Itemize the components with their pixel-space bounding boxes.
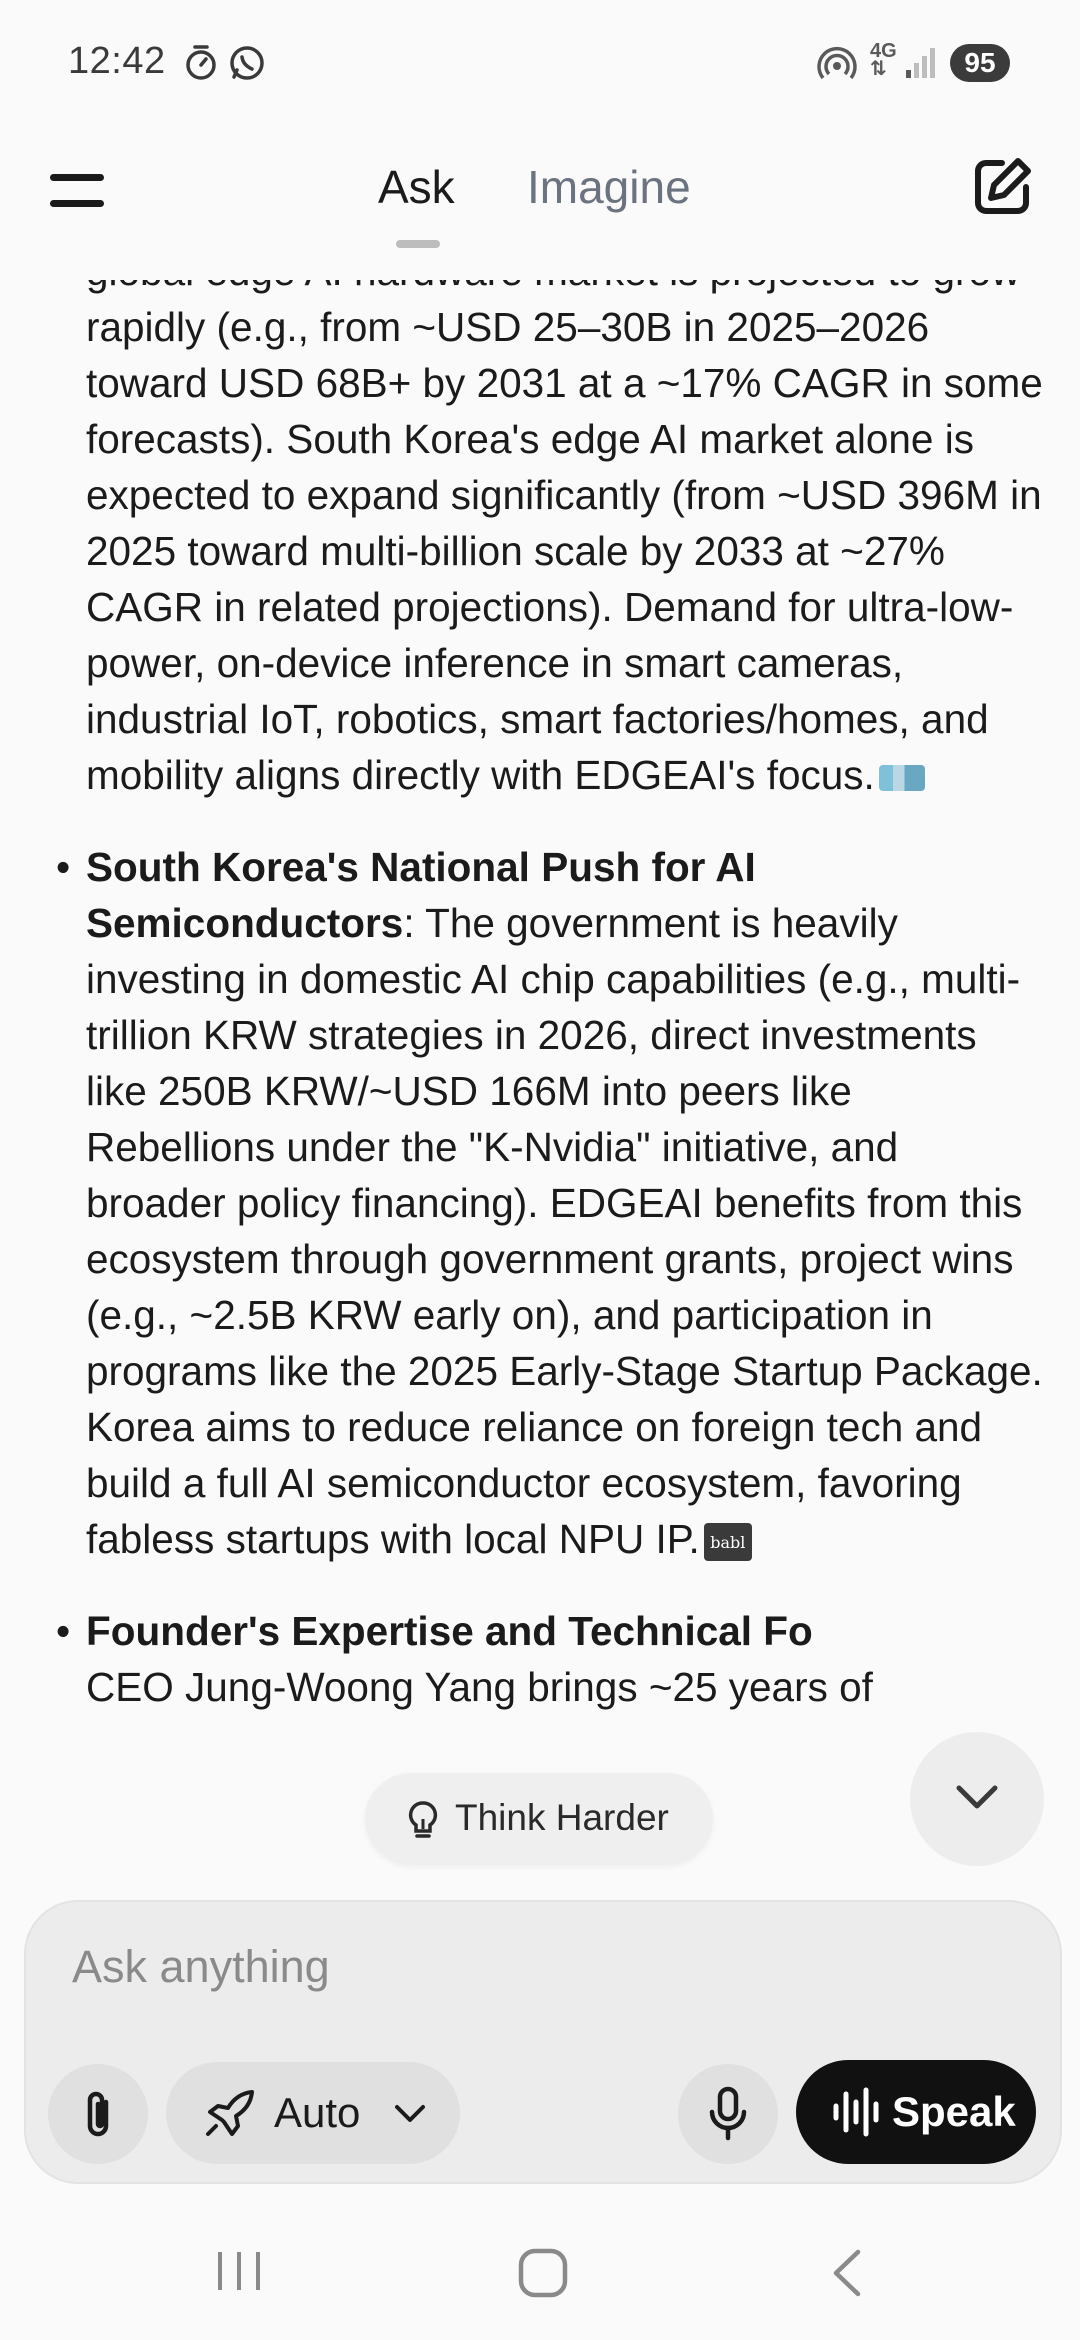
system-navigation-bar [0,2200,1080,2340]
4g-icon: 4G ⇅ [870,40,897,80]
home-icon[interactable] [518,2248,568,2298]
source-citation-icon[interactable] [879,765,925,791]
whatsapp-icon [228,44,266,82]
lightbulb-icon [405,1799,441,1841]
chat-response [0,275,1080,1895]
bullet-text: CEO Jung-Woong Yang brings ~25 years of [86,1664,873,1710]
bullet-text: : The government is heavily investing in domestic AI chip capabilities (e.g., multi-trillion KRW strategies in 2026, direct investments like 250B KRW/~USD 166M into peers like Rebellions under the "K-Nvidia" initiative, and broader policy financing). EDGEAI benefits from this ecosystem through government grants, project wins (e.g., ~2.5B KRW early on), and participation in programs like the 2025 Early-Stage Startup Package. Korea aims to reduce reliance on foreign tech and build a full AI semiconductor ecosystem, favoring fabless startups with local NPU IP. [86,900,1043,1562]
edit-icon[interactable] [970,155,1034,219]
bullet-title: Founder's Expertise and Technical Fo [86,1608,813,1654]
status-bar [0,0,1080,130]
paperclip-icon [80,2088,116,2140]
waveform-icon [832,2088,882,2136]
attach-button[interactable] [48,2064,148,2164]
list-item [56,1603,1046,1715]
status-time: 12:42 [68,40,166,82]
signal-icon [904,44,940,80]
back-icon[interactable] [826,2248,866,2298]
tab-active-indicator [396,240,440,248]
timer-icon [184,44,218,82]
ask-input[interactable] [70,1936,974,1998]
think-harder-button[interactable] [365,1773,713,1865]
speak-button[interactable] [796,2060,1036,2164]
bullet-icon: • [56,1608,71,1654]
model-label: Auto [274,2089,361,2136]
scroll-down-button[interactable] [910,1732,1044,1866]
bullet-title: South Korea's National Push for AI Semiconductors [86,844,756,946]
source-citation-icon[interactable]: babl [704,1523,752,1561]
battery-indicator: 95 [950,44,1010,82]
think-harder-label: Think Harder [455,1797,669,1838]
hamburger-menu-icon[interactable] [50,170,106,220]
app-header [0,130,1080,280]
rocket-icon [202,2088,256,2140]
tab-imagine[interactable]: Imagine [527,161,691,213]
chevron-down-icon [394,2104,426,2124]
bullet-icon: • [56,844,71,890]
list-item [56,839,1046,1567]
microphone-button[interactable] [678,2064,778,2164]
chevron-down-icon [955,1782,999,1812]
tab-ask[interactable]: Ask [378,161,455,213]
message-composer [24,1900,1062,2184]
speak-label: Speak [892,2088,1016,2135]
recent-apps-icon[interactable] [214,2248,264,2294]
model-selector[interactable] [166,2062,460,2164]
response-paragraph: rapidly (e.g., from ~USD 25–30B in 2025–2026 toward USD 68B+ by 2031 at a ~17% CAGR in some forecasts). South Korea's edge AI market alone is expected to expand significantly (from ~USD 396M in 2025 toward multi-billion scale by 2033 at ~27% CAGR in related projections). Demand for ultra-low-power, on-device inference in smart cameras, industrial IoT, robotics, smart factories/homes, and mobility aligns directly with EDGEAI's focus. [86,304,1043,798]
microphone-icon [708,2086,748,2142]
hotspot-icon [818,44,856,82]
